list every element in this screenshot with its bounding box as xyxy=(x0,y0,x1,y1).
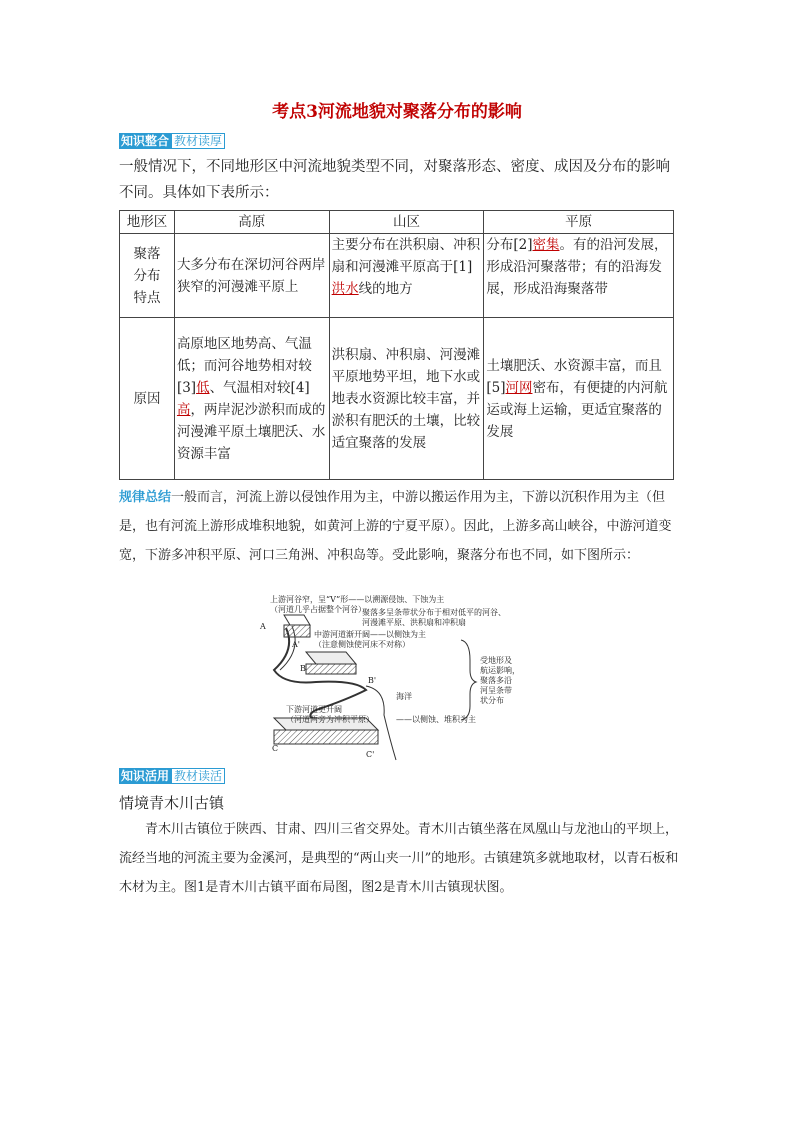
answer-text: 洪水 xyxy=(331,281,359,297)
rule-text: 一般而言，河流上游以侵蚀作用为主，中游以搬运作用为主，下游以沉积作用为主（但是，也有河流上游形成堆积地貌，如黄河上游的宁夏平原）。因此，上游多高山峡谷，中游河道变宽，下游多冲积平原、河口三角洲、冲积岛等。受此影响，聚落分布也不同，如下图所示： xyxy=(119,490,672,563)
landform-table xyxy=(119,210,674,480)
diagram-label: 受地形及 xyxy=(480,656,512,665)
diagram-label: 海洋 xyxy=(396,692,412,701)
answer-text: 高 xyxy=(176,401,191,418)
cell-text: 线的地方 xyxy=(358,281,413,297)
diagram-label: 聚落多沿 xyxy=(480,676,512,685)
tag-sublabel: 教材读厚 xyxy=(171,133,225,149)
scene-title: 情境青木川古镇 xyxy=(119,794,225,812)
scene-paragraph: 青木川古镇位于陕西、甘肃、四川三省交界处。青木川古镇坐落在凤凰山与龙池山的平坝上，流经当地的河流主要为金溪河，是典型的“两山夹一川”的地形。古镇建筑多就地取材，以青石板和木材为主。图1是青木川古镇平面布局图，图2是青木川古镇现状图。 xyxy=(119,822,679,895)
cell-text: 。有的沿河发展，形成沿河聚落带；有的沿海发展，形成沿海聚落带 xyxy=(486,237,668,297)
section-tag-integration xyxy=(119,133,225,149)
table-header: 地形区 xyxy=(120,211,175,234)
rule-summary xyxy=(119,483,684,570)
block-b xyxy=(306,652,356,674)
cell-text: 、气温相对较[4] xyxy=(209,379,310,396)
cell-text: 密布，有便捷的内河航运或海上运输，更适宜聚落的发展 xyxy=(486,379,668,440)
table-row xyxy=(120,234,674,318)
cell-text: 主要分布在洪积扇、冲积扇和河漫滩平原高于[1] xyxy=(331,237,481,275)
table-header-row xyxy=(120,211,674,234)
tag-label: 知识活用 xyxy=(121,769,170,783)
tag-label: 知识整合 xyxy=(121,134,170,148)
diagram-label: 下游河道更开阔 xyxy=(286,705,342,714)
diagram-label: 河呈条带 xyxy=(480,686,512,695)
cell-text: 高原地区地势高、气温低；而河谷地势相对较[3] xyxy=(176,335,312,396)
table-cell xyxy=(174,318,329,480)
answer-text: 低 xyxy=(196,379,210,396)
river-settlement-diagram xyxy=(256,590,536,762)
table-cell: 洪积扇、冲积扇、河漫滩平原地势平坦，地下水或地表水资源比较丰富，并淤积有肥沃的土壤，比较适宜聚落的发展 xyxy=(329,318,484,480)
diagram-label: 航运影响， xyxy=(480,666,520,675)
answer-text: 河网 xyxy=(505,379,533,396)
diagram-label: 上游河谷窄，呈“V”形——以溯源侵蚀、下蚀为主 xyxy=(270,595,445,604)
diagram-marker: C' xyxy=(366,750,375,759)
cell-text: 分布[2] xyxy=(486,237,533,253)
diagram-marker: B xyxy=(300,664,306,673)
diagram-label: （河道几乎占据整个河谷） xyxy=(270,605,366,614)
table-header: 平原 xyxy=(484,211,674,234)
block-a xyxy=(284,615,310,637)
table-header: 高原 xyxy=(174,211,329,234)
rule-label: 规律总结 xyxy=(119,490,172,505)
table-header: 山区 xyxy=(329,211,484,234)
diagram-label: ——以侧蚀、堆积为主 xyxy=(396,715,476,724)
diagram-marker: C xyxy=(272,744,279,753)
intro-paragraph: 一般情况下，不同地形区中河流地貌类型不同，对聚落形态、密度、成因及分布的影响不同。具体如下表所示： xyxy=(119,159,670,201)
tag-sublabel: 教材读活 xyxy=(171,768,225,784)
diagram-label: （河道两旁为冲积平原） xyxy=(286,715,374,724)
cell-text: ，两岸泥沙淤积而成的河漫滩平原土壤肥沃、水资源丰富 xyxy=(176,401,326,462)
cell-text: 土壤肥沃、水资源丰富，而且[5] xyxy=(486,357,662,396)
table-cell xyxy=(329,234,484,318)
diagram-label: 河漫滩平原、洪积扇和冲积扇 xyxy=(362,618,466,627)
table-cell: 大多分布在深切河谷两岸狭窄的河漫滩平原上 xyxy=(174,234,329,318)
table-cell xyxy=(484,318,674,480)
diagram-marker: B' xyxy=(368,676,377,685)
diagram-label: 状分布 xyxy=(480,696,504,705)
diagram-label: 聚落多呈条带状分布于相对低平的河谷、 xyxy=(362,608,506,617)
table-cell xyxy=(484,234,674,318)
diagram-label: 中游河道渐开阔——以侧蚀为主 xyxy=(314,630,426,639)
answer-text: 密集 xyxy=(532,237,560,253)
page-title: 考点3河流地貌对聚落分布的影响 xyxy=(272,102,522,122)
section-tag-application xyxy=(119,768,225,784)
table-row xyxy=(120,318,674,480)
diagram-marker: A' xyxy=(292,640,300,649)
diagram-label: （注意侧蚀使河床不对称） xyxy=(314,640,410,649)
diagram-marker: A xyxy=(260,622,266,631)
row-label: 聚落分布特点 xyxy=(120,234,175,318)
row-label: 原因 xyxy=(120,318,175,480)
